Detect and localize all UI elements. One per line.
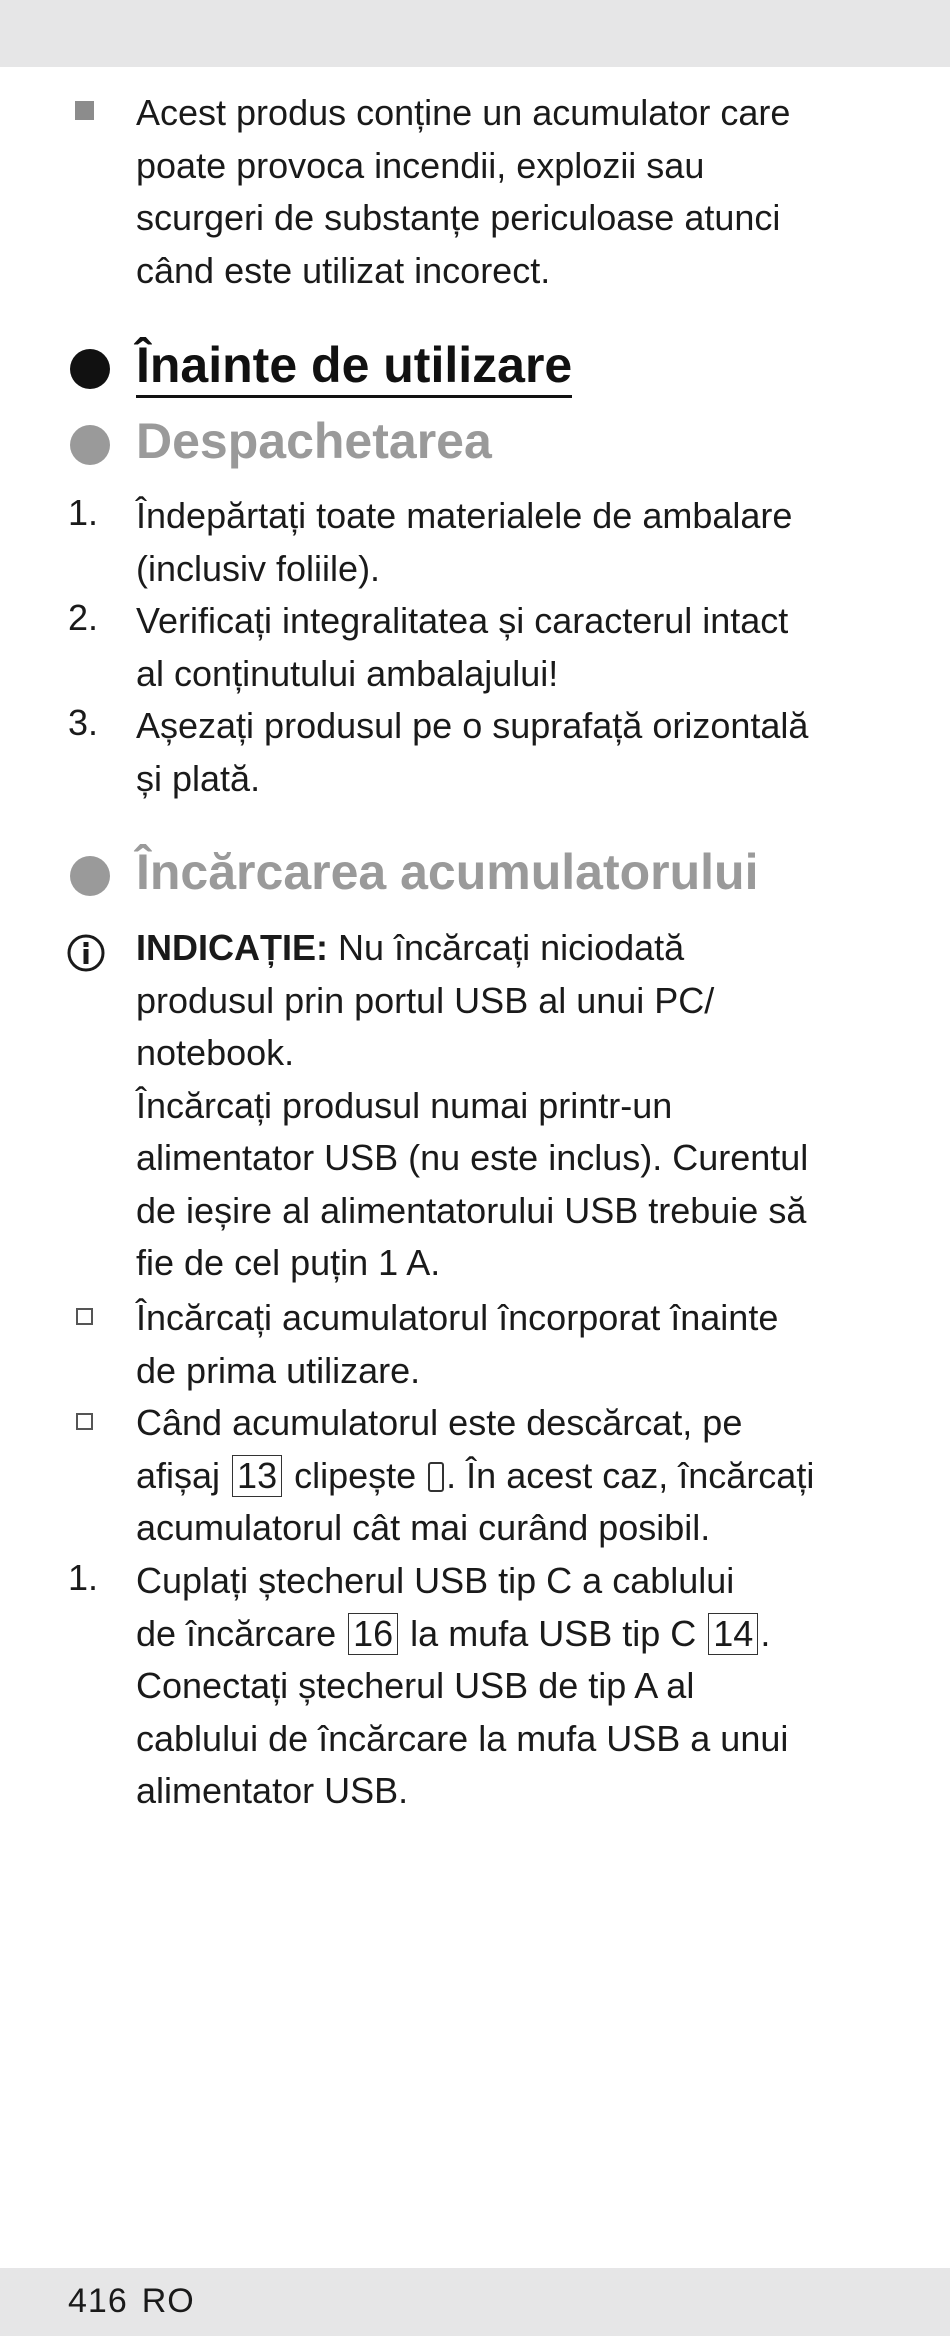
unpacking-heading: Despachetarea: [136, 413, 492, 469]
text-line: Verificați integralitatea și caracterul intact: [136, 600, 789, 641]
info-icon: [66, 933, 106, 973]
header-band: [0, 0, 950, 67]
unpacking-step-3: [136, 700, 856, 805]
step-number: 3.: [68, 702, 99, 743]
text-fragment: .: [760, 1612, 771, 1654]
note-first-line: [136, 922, 856, 975]
text-line: poate provoca incendii, explozii sau: [136, 144, 705, 186]
section-heading: [136, 336, 572, 394]
text-line: alimentator USB (nu este inclus). Curentul: [136, 1137, 809, 1178]
text-line: al conținutului ambalajului!: [136, 652, 559, 694]
text-line: Conectați ștecherul USB de tip A al: [136, 1665, 695, 1706]
text-fragment: de încărcare: [136, 1612, 347, 1654]
charging-step-1: [136, 1555, 856, 1818]
text-line: alimentator USB.: [136, 1770, 409, 1811]
heading-bullet-icon: [70, 349, 110, 389]
unpacking-step-2: [136, 595, 856, 700]
text-line: Îndepărtați toate materialele de ambalare: [136, 495, 793, 536]
text-line: de prima utilizare.: [136, 1349, 421, 1391]
text-line: acumulatorul cât mai curând posibil.: [136, 1507, 711, 1548]
unpacking-step-1: [136, 490, 856, 595]
text-line: Cuplați ștecherul USB tip C a cablului: [136, 1560, 735, 1601]
page-footer: [68, 2282, 209, 2321]
step-number: 1.: [68, 1557, 99, 1598]
square-bullet-icon: [75, 101, 94, 120]
page-number: 416: [68, 2282, 128, 2320]
text-line: notebook.: [136, 1032, 295, 1073]
warning-paragraph: [136, 87, 856, 297]
text-line: fie de cel puțin 1 A.: [136, 1242, 441, 1283]
text-line: Acest produs conține un acumulator care: [136, 92, 791, 133]
language-code: RO: [141, 2282, 195, 2320]
note-paragraph: [136, 922, 856, 1290]
reference-number: 13: [232, 1455, 282, 1497]
text-line: de ieșire al alimentatorului USB trebuie să: [136, 1189, 807, 1231]
text-line: Încărcați acumulatorul încorporat înainte: [136, 1297, 779, 1338]
text-line: Încărcați produsul numai printr-un: [136, 1084, 673, 1126]
checkbox-bullet-icon: [76, 1308, 93, 1325]
charging-bullet-1: [136, 1292, 856, 1397]
text-fragment: la mufa USB tip C: [400, 1612, 707, 1654]
battery-icon: [428, 1462, 444, 1492]
charging-bullet-2: [136, 1397, 856, 1555]
step-number: 1.: [68, 492, 99, 533]
charging-heading: Încărcarea acumulatorului: [136, 844, 759, 900]
text-line: produsul prin portul USB al unui PC/: [136, 979, 715, 1021]
text-line: Când acumulatorul este descărcat, pe: [136, 1402, 743, 1443]
note-label: INDICAȚIE:: [136, 927, 328, 968]
section-heading-text: Înainte de utilizare: [136, 337, 572, 398]
text-fragment: . În acest caz, încărcați: [446, 1454, 815, 1496]
note-first-text: Nu încărcați niciodată: [328, 927, 685, 968]
reference-number: 14: [708, 1613, 758, 1655]
checkbox-bullet-icon: [76, 1413, 93, 1430]
text-line-with-refs: [136, 1450, 856, 1503]
text-line: (inclusiv foliile).: [136, 547, 381, 589]
text-fragment: clipește: [284, 1454, 427, 1496]
text-line-with-refs: [136, 1608, 856, 1661]
text-line: și plată.: [136, 757, 261, 799]
subheading-bullet-icon: [70, 425, 110, 465]
text-line: scurgeri de substanțe periculoase atunci: [136, 197, 781, 238]
reference-number: 16: [348, 1613, 398, 1655]
text-line: cablului de încărcare la mufa USB a unui: [136, 1717, 789, 1759]
text-line: Așezați produsul pe o suprafață orizontală: [136, 705, 809, 746]
text-fragment: afișaj: [136, 1454, 231, 1496]
subheading-bullet-icon: [70, 856, 110, 896]
step-number: 2.: [68, 597, 99, 638]
text-line: când este utilizat incorect.: [136, 249, 551, 291]
